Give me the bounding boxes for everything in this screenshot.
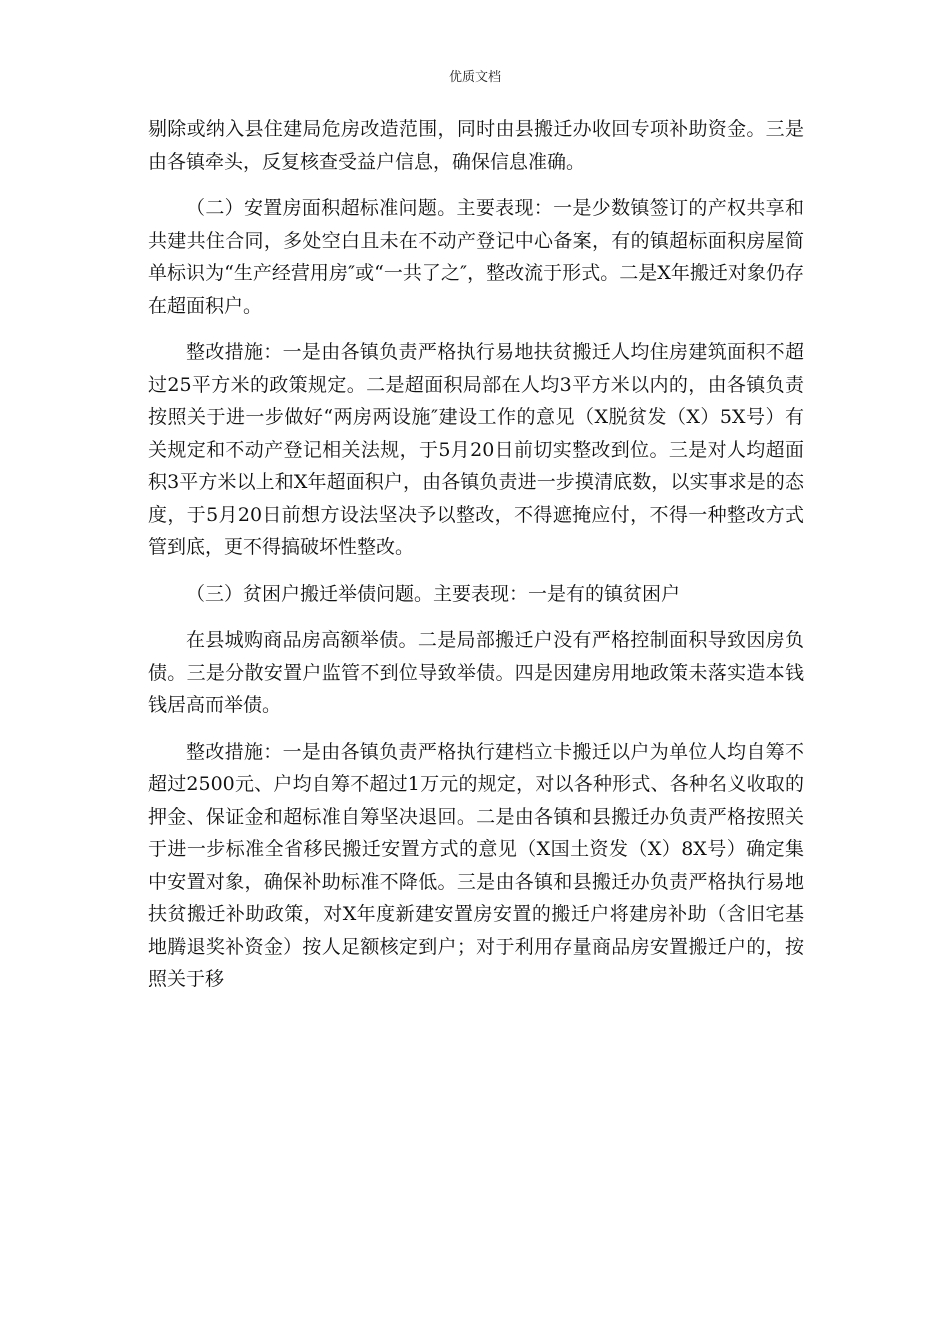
paragraph-2: （二）安置房面积超标准问题。主要表现：一是少数镇签订的产权共享和共建共住合同，多处空白且未在不动产登记中心备案，有的镇超标面积房屋简单标识为“生产经营用房″或“一共了之″，整改流于形式。二是X年搬迁对象仍存在超面积户。 bbox=[148, 197, 804, 317]
page-header: 优质文档 bbox=[448, 70, 501, 85]
paragraph-5: 在县城购商品房高额举债。二是局部搬迁户没有严格控制面积导致因房负债。三是分散安置户监管不到位导致举债。四是因建房用地政策未落实造本钱钱居高而举债。 bbox=[148, 629, 804, 716]
paragraph-3: 整改措施：一是由各镇负责严格执行易地扶贫搬迁人均住房建筑面积不超过25平方米的政策规定。二是超面积局部在人均3平方米以内的，由各镇负责按照关于进一步做好“两房两设施″建设工作的意见（X脱贫发（X）5X号）有关规定和不动产登记相关法规，于5月20日前切实整改到位。三是对人均超面积3平方米以上和X年超面积户，由各镇负责进一步摸清底数，以实事求是的态度，于5月20日前想方设法坚决予以整改，不得遮掩应付，不得一种整改方式管到底，更不得搞破坏性整改。 bbox=[148, 341, 804, 558]
paragraph-1: 剔除或纳入县住建局危房改造范围，同时由县搬迁办收回专项补助资金。三是由各镇牵头，反复核查受益户信息，确保信息准确。 bbox=[148, 118, 804, 173]
paragraph-4: （三）贫困户搬迁举债问题。主要表现：一是有的镇贫困户 bbox=[186, 582, 681, 605]
document-body bbox=[148, 113, 804, 996]
paragraph-6: 整改措施：一是由各镇负责严格执行建档立卡搬迁以户为单位人均自筹不超过2500元、户均自筹不超过1万元的规定，对以各种形式、各种名义收取的押金、保证金和超标准自筹坚决退回。二是由各镇和县搬迁办负责严格按照关于进一步标准全省移民搬迁安置方式的意见（X国土资发（X）8X号）确定集中安置对象，确保补助标准不降低。三是由各镇和县搬迁办负责严格执行易地扶贫搬迁补助政策，对X年度新建安置房安置的搬迁户将建房补助（含旧宅基地腾退奖补资金）按人足额核定到户；对于利用存量商品房安置搬迁户的，按照关于移 bbox=[148, 740, 804, 990]
